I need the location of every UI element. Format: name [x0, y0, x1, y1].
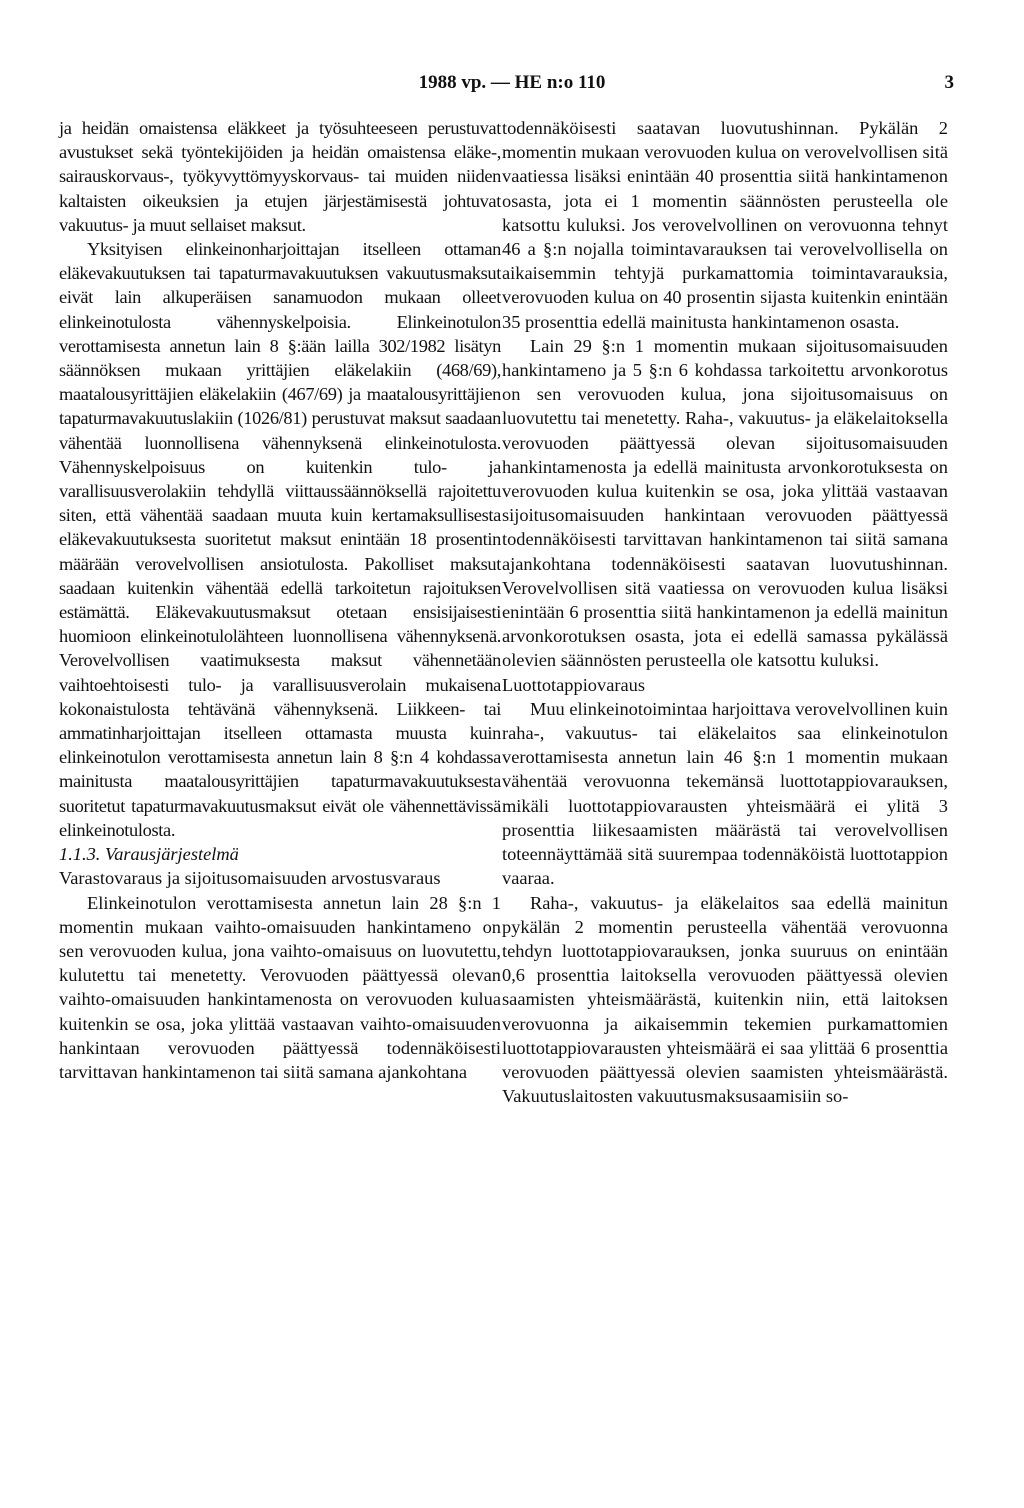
right-column: [502, 116, 948, 1108]
left-subheading: Varastovaraus ja sijoitusomaisuuden arvostusvaraus: [59, 868, 441, 889]
page-header: [0, 70, 1024, 100]
left-paragraph-3: Elinkeinotulon verottamisesta annetun lain 28 §:n 1 momentin mukaan vaihto-omaisuuden hankintameno on sen verovuoden kulua, jona vaihto-omaisuus on luovutettu, kulutettu tai menetetty. Verovuoden päättyessä olevan vaihto-omaisuuden hankintamenosta on verovuoden kulua kuitenkin se osa, joka ylittää vastaavan vaihto-omaisuuden hankintaan verovuoden päättyessä todennäköisesti tarvittavan hankintamenon tai siitä samana ajankohtana: [59, 892, 501, 1082]
right-paragraph-3: Muu elinkeinotoimintaa harjoittava verovelvollinen kuin raha-, vakuutus- tai eläkelaitos saa elinkeinotulon verottamisesta annetun lain 46 §:n 1 momentin mukaan vähentää verovuonna tekemänsä luottotappiovarauksen, mikäli luottotappiovarausten yhteismäärä ei ylitä 3 prosenttia liikesaamisten määrästä tai verovelvollisen toteennäyttämää sitä suurempaa todennäköistä luottotappion vaaraa.: [502, 698, 948, 889]
section-number: 1.1.3.: [59, 844, 101, 865]
section-title: Varausjärjestelmä: [105, 844, 239, 865]
section-heading: [59, 842, 501, 866]
right-paragraph-2: Lain 29 §:n 1 momentin mukaan sijoitusomaisuuden hankintameno ja 5 §:n 6 kohdassa tarkoitettu arvonkorotus on sen verovuoden kulua, jona sijoitusomaisuus on luovutettu tai menetetty. Raha-, vakuutus- ja eläkelaitoksella verovuoden päättyessä olevan sijoitusomaisuuden hankintamenosta ja edellä mainitusta arvonkorotuksesta on verovuoden kulua kuitenkin se osa, joka ylittää vastaavan sijoitusomaisuuden hankintaan verovuoden päättyessä todennäköisesti tarvittavan hankintamenon tai siitä samana ajankohtana todennäköisesti saatavan luovutushinnan. Verovelvollisen sitä vaatiessa on verovuoden kulua lisäksi enintään 6 prosenttia siitä hankintamenon ja edellä mainitun arvonkorotuksen osasta, jota ei edellä samassa pykälässä olevien säännösten perusteella ole katsottu kuluksi.: [502, 335, 948, 671]
right-paragraph-4: Raha-, vakuutus- ja eläkelaitos saa edellä mainitun pykälän 2 momentin perusteella vähentää verovuonna tehdyn luottotappiovarauksen, jonka suuruus on enintään 0,6 prosenttia laitoksella verovuoden päättyessä olevien saamisten yhteismäärästä, kuitenkin niin, että laitoksen verovuonna ja aikaisemmin tekemien purkamattomien luottotappiovarausten yhteismäärä ei saa ylittää 6 prosenttia verovuoden päättyessä olevien saamisten yhteismäärästä. Vakuutuslaitosten vakuutusmaksusaamisiin so-: [502, 892, 948, 1107]
page-number: 3: [944, 72, 954, 93]
left-paragraph-1: ja heidän omaistensa eläkkeet ja työsuhteeseen perustuvat avustukset sekä työntekijöiden ja heidän omaistensa eläke-, sairauskorvaus-, työkyvyttömyyskorvaus- tai muiden niiden kaltaisten oikeuksien ja etujen järjestämisestä johtuvat vakuutus- ja muut sellaiset maksut.: [59, 118, 501, 235]
right-paragraph-1: todennäköisesti saatavan luovutushinnan. Pykälän 2 momentin mukaan verovuoden kulua on verovelvollisen sitä vaatiessa lisäksi enintään 40 prosenttia siitä hankintamenon osasta, jota ei 1 momentin säännösten perusteella ole katsottu kuluksi. Jos verovelvollinen on verovuonna tehnyt 46 a §:n nojalla toimintavarauksen tai verovelvollisella on aikaisemmin tehtyjä purkamattomia toimintavarauksia, verovuoden kulua on 40 prosentin sijasta kuitenkin enintään 35 prosenttia edellä mainitusta hankintamenon osasta.: [502, 118, 948, 332]
document-title: 1988 vp. — HE n:o 110: [418, 72, 606, 93]
right-subheading: Luottotappiovaraus: [502, 674, 646, 695]
left-column: [59, 116, 501, 1084]
left-paragraph-2: Yksityisen elinkeinonharjoittajan itselleen ottaman eläkevakuutuksen tai tapaturmavakuutuksen vakuutusmaksut eivät lain alkuperäisen sanamuodon mukaan olleet elinkeinotulosta vähennyskelpoisia. Elinkeinotulon verottamisesta annetun lain 8 §:ään lailla 302/1982 lisätyn säännöksen mukaan yrittäjien eläkelakiin (468/69), maatalousyrittäjien eläkelakiin (467/69) ja maatalousyrittäjien tapaturmavakuutuslakiin (1026/81) perustuvat maksut saadaan vähentää luonnollisena vähennyksenä elinkeinotulosta. Vähennyskelpoisuus on kuitenkin tulo- ja varallisuusverolakiin tehdyllä viittaussäännöksellä rajoitettu siten, että vähentää saadaan muuta kuin kertamaksullisesta eläkevakuutuksesta suoritetut maksut enintään 18 prosentin määrään verovelvollisen ansiotulosta. Pakolliset maksut saadaan kuitenkin vähentää edellä tarkoitetun rajoituksen estämättä. Eläkevakuutusmaksut otetaan ensisijaisesti huomioon elinkeinotulolähteen luonnollisena vähennyksenä. Verovelvollisen vaatimuksesta maksut vähennetään vaihtoehtoisesti tulo- ja varallisuusverolain mukaisena kokonaistulosta tehtävänä vähennyksenä. Liikkeen- tai ammatinharjoittajan itselleen ottamasta muusta kuin elinkeinotulon verottamisesta annetun lain 8 §:n 4 kohdassa mainitusta maatalousyrittäjien tapaturmavakuutuksesta suoritetut tapaturmavakuutusmaksut eivät ole vähennettävissä elinkeinotulosta.: [59, 239, 501, 840]
